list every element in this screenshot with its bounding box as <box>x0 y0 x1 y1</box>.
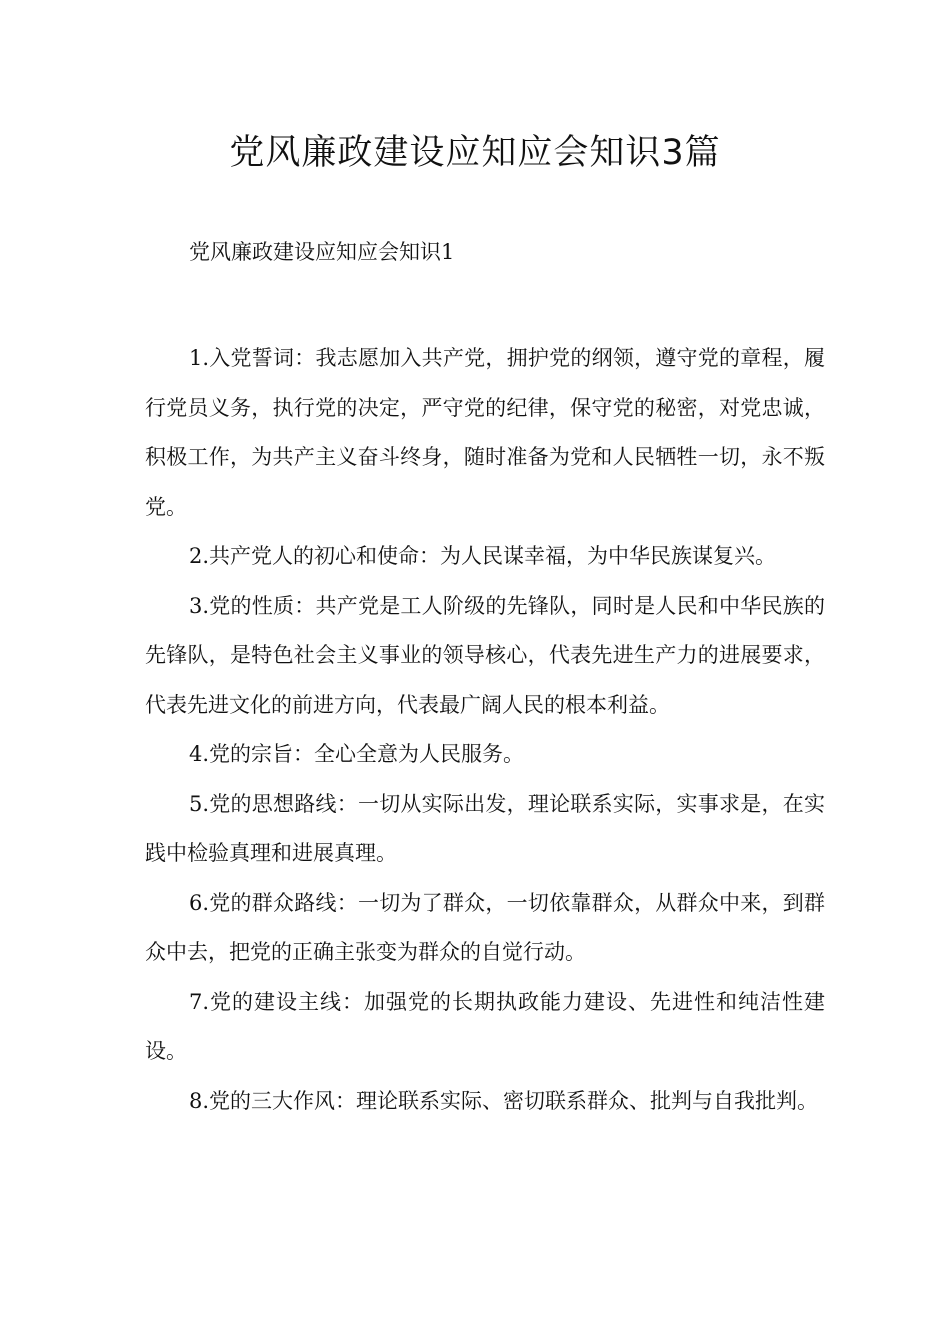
paragraph-ideological-line: 5.党的思想路线：一切从实际出发，理论联系实际，实事求是，在实践中检验真理和进展真理。 <box>145 791 825 865</box>
section-subtitle: 党风廉政建设应知应会知识1 <box>189 240 455 264</box>
document-body <box>145 334 825 1126</box>
document-title: 党风廉政建设应知应会知识3篇 <box>229 133 721 173</box>
paragraph-building-mainline: 7.党的建设主线：加强党的长期执政能力建设、先进性和纯洁性建设。 <box>145 989 825 1063</box>
paragraph-oath: 1.入党誓词：我志愿加入共产党，拥护党的纲领，遵守党的章程，履行党员义务，执行党的决定，严守党的纪律，保守党的秘密，对党忠诚，积极工作，为共产主义奋斗终身，随时准备为党和人民牺牲一切，永不叛党。 <box>145 346 825 519</box>
paragraph-nature: 3.党的性质：共产党是工人阶级的先锋队，同时是人民和中华民族的先锋队，是特色社会主义事业的领导核心，代表先进生产力的进展要求，代表先进文化的前进方向，代表最广阔人民的根本利益。 <box>145 593 825 717</box>
paragraph-three-styles: 8.党的三大作风：理论联系实际、密切联系群众、批判与自我批判。 <box>189 1088 819 1113</box>
paragraph-mission: 2.共产党人的初心和使命：为人民谋幸福，为中华民族谋复兴。 <box>189 544 777 568</box>
paragraph-mass-line: 6.党的群众路线：一切为了群众，一切依靠群众，从群众中来，到群众中去，把党的正确主张变为群众的自觉行动。 <box>145 890 825 964</box>
paragraph-purpose: 4.党的宗旨：全心全意为人民服务。 <box>189 742 525 766</box>
